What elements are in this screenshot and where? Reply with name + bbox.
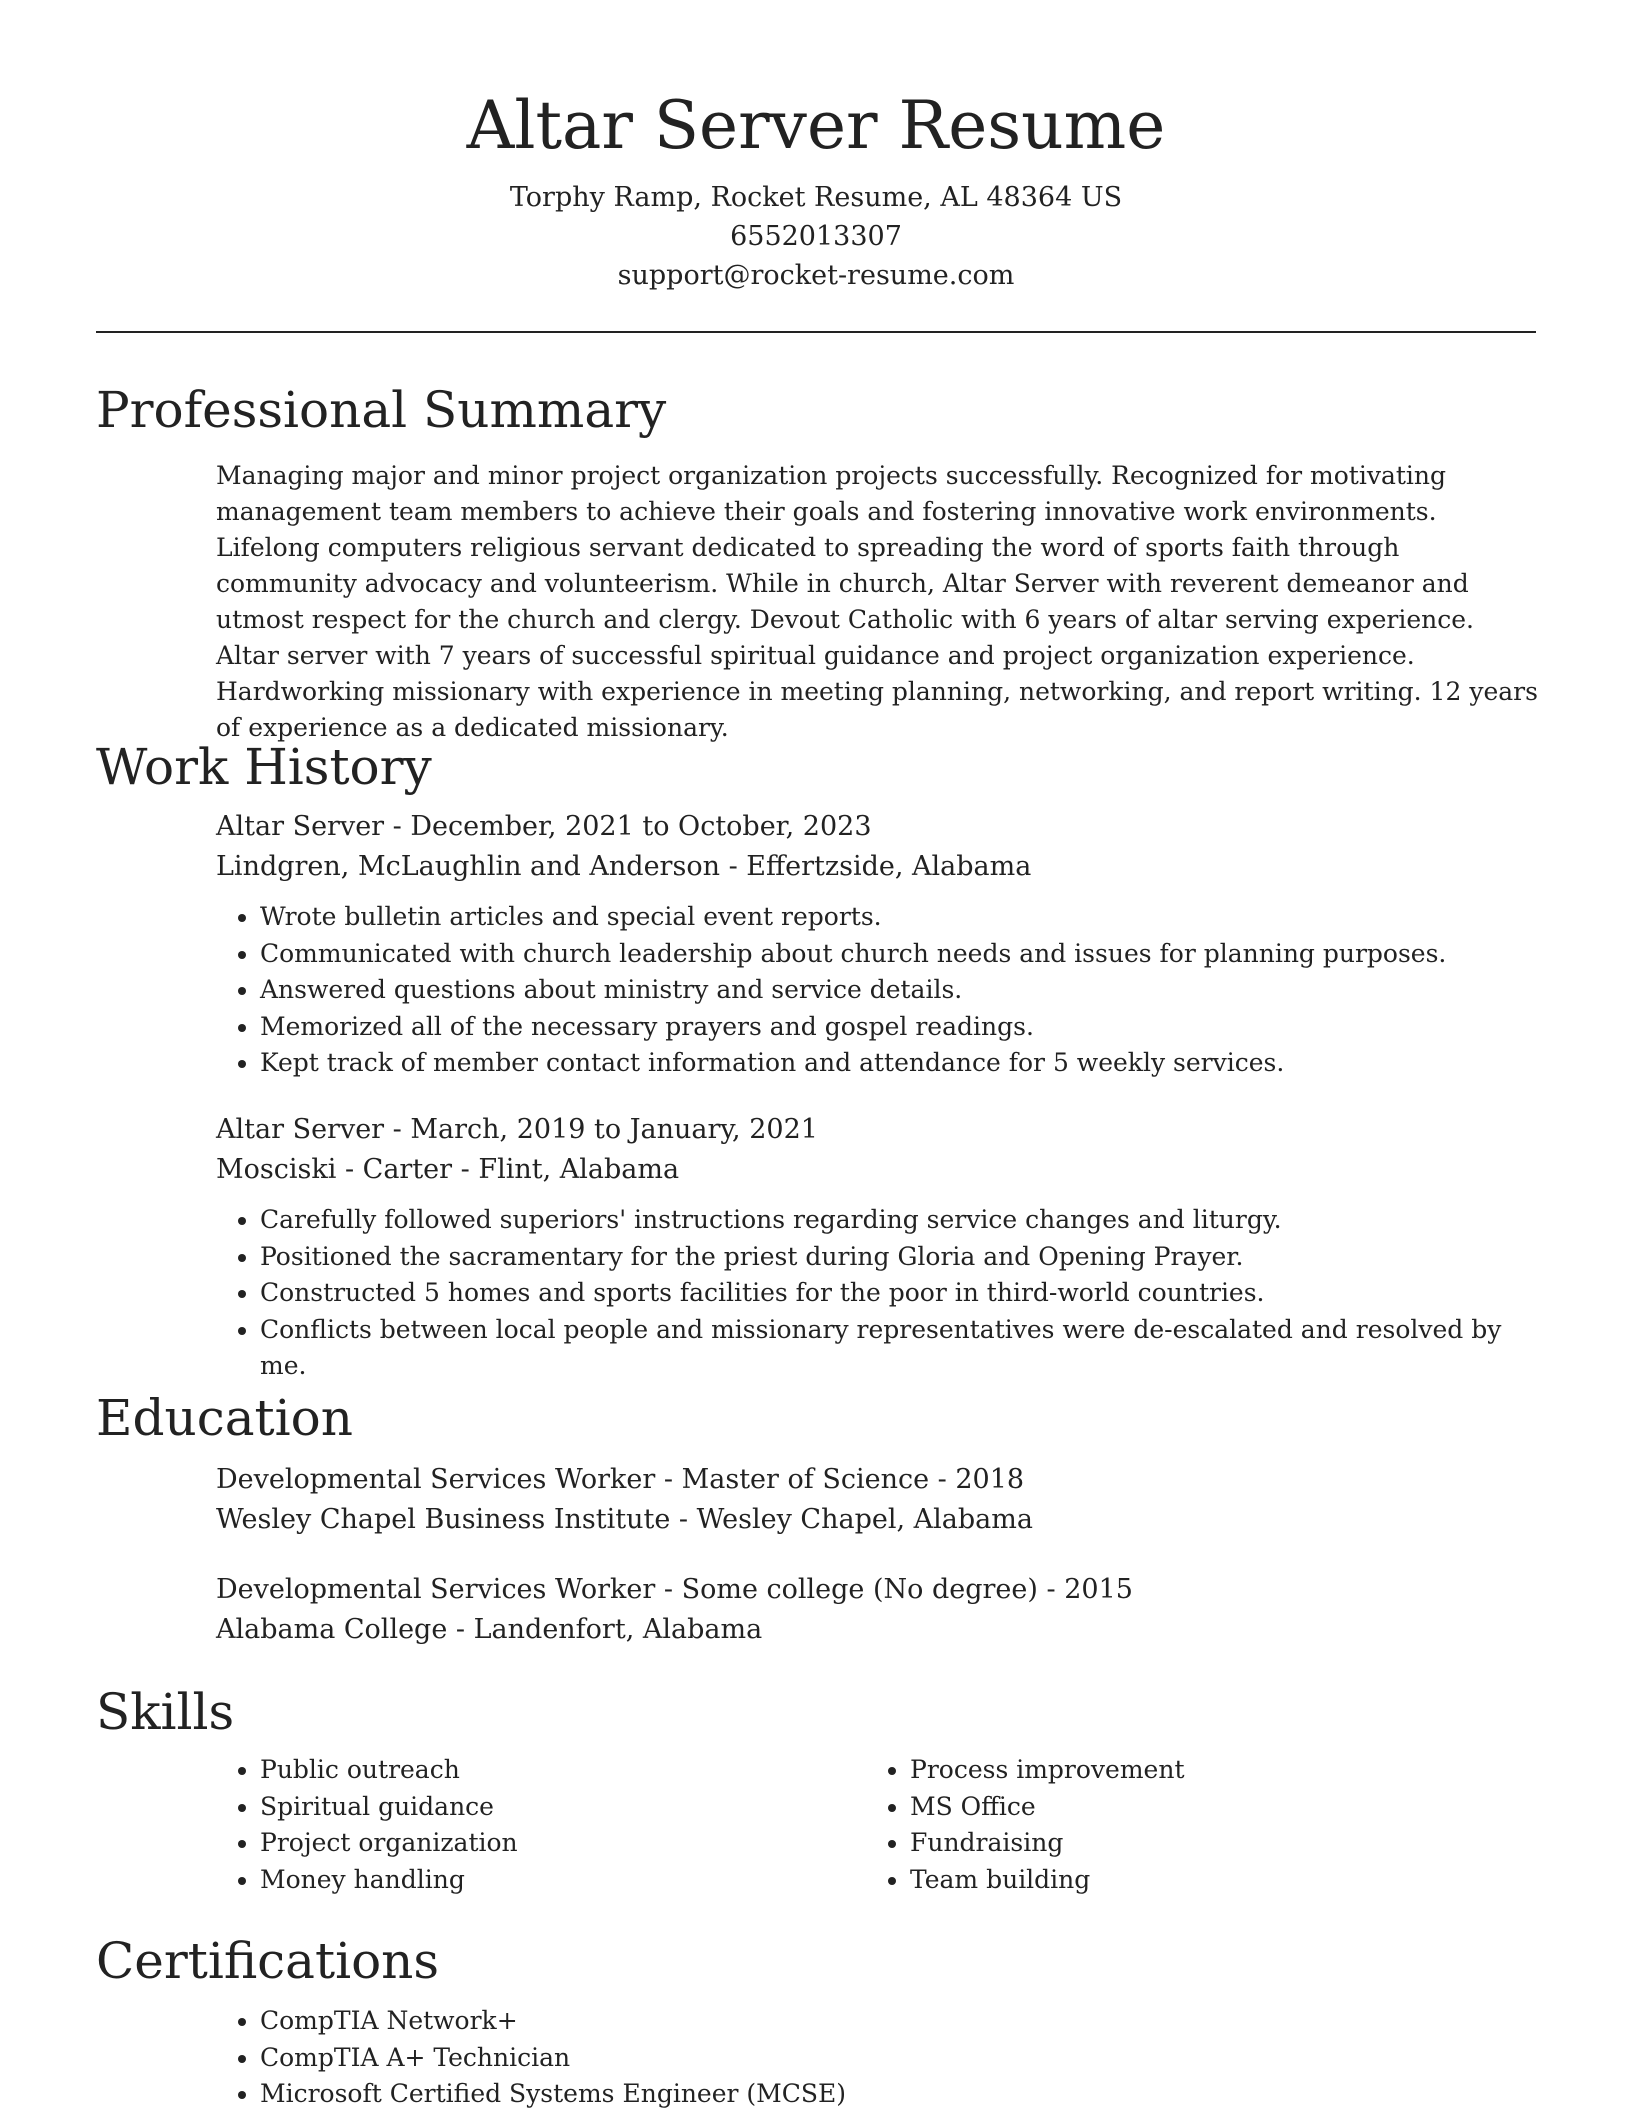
list-item: • CompTIA Network+ [260,2003,1538,2040]
job-entry [216,1110,1538,1385]
resume-page [96,0,1538,2109]
education-year: - 2015 [1037,1574,1133,1605]
education-school: Alabama College [216,1614,448,1645]
job-role: Altar Server [216,811,385,842]
education-degree-line [216,1570,1538,1610]
summary-text: Managing major and minor project organization projects successfully. Recognized for motivating management team members to achieve their goals and fostering innovative work environments. Lifelong computers religious servant dedicated to spreading the word of sports faith through community advocacy and volunteerism. While in church, Altar Server with reverent demeanor and utmost respect for the church and clergy. Devout Catholic with 6 years of altar serving experience. Altar server with 7 years of successful spiritual guidance and project organization experience. Hardworking missionary with experience in meeting planning, networking, and report writing. 12 years of experience as a dedicated missionary. [216,461,1538,742]
contact-phone: 6552013307 [730,221,902,252]
summary-section [96,378,1536,746]
job-company: Lindgren, McLaughlin and Anderson [216,851,720,882]
education-degree: Developmental Services Worker - Some college (No degree) [216,1574,1038,1605]
skills-columns [216,1752,1538,1898]
job-location: - Flint, Alabama [452,1153,680,1185]
job-dates: - December, 2021 to October, 2023 [384,811,872,842]
certifications-list [216,2003,1538,2113]
job-company-line [216,847,1538,887]
education-location: - Landenfort, Alabama [447,1614,763,1645]
work-history-title: Work History [96,738,432,796]
skills-column-right [866,1752,1516,1898]
list-item: • Team building [910,1862,1516,1899]
job-role: Altar Server [216,1113,385,1145]
list-item: • Money handling [260,1862,866,1899]
education-entry [216,1570,1538,1650]
contact-block [96,178,1536,295]
skills-column-left [216,1752,866,1898]
job-dates: - March, 2019 to January, 2021 [384,1113,818,1145]
list-item: • Public outreach [260,1752,866,1789]
list-item: • Process improvement [910,1752,1516,1789]
header-divider [96,331,1536,333]
contact-address: Torphy Ramp, Rocket Resume, AL 48364 US [509,182,1123,213]
list-item: • CompTIA A+ Technician [260,2040,1538,2077]
job-company-line [216,1150,1538,1190]
list-item: • Memorized all of the necessary prayers and gospel readings. [260,1009,1538,1046]
certifications-title: Certifications [96,1932,440,1990]
education-degree: Developmental Services Worker - Master of Science [216,1464,930,1495]
job-bullets [216,1202,1538,1385]
list-item: • Fundraising [910,1825,1516,1862]
list-item: • Answered questions about ministry and service details. [260,972,1538,1009]
list-item: • Kept track of member contact information and attendance for 5 weekly services. [260,1045,1538,1082]
job-bullets [216,899,1538,1082]
skills-section [96,1680,1536,1898]
education-school: Wesley Chapel Business Institute [216,1504,671,1535]
list-item: • Communicated with church leadership about church needs and issues for planning purposes. [260,936,1538,973]
skills-list-right [866,1752,1516,1898]
education-title: Education [96,1389,353,1447]
education-year: - 2018 [929,1464,1025,1495]
list-item: • MS Office [910,1789,1516,1826]
resume-header [96,0,1536,295]
list-item: • Spiritual guidance [260,1789,866,1826]
list-item: • Microsoft Certified Systems Engineer (MCSE) [260,2076,1538,2113]
certifications-section [96,1929,1536,2113]
list-item: • Carefully followed superiors' instructions regarding service changes and liturgy. [260,1202,1538,1239]
list-item: • Constructed 5 homes and sports facilities for the poor in third-world countries. [260,1275,1538,1312]
job-company: Mosciski - Carter [216,1153,453,1185]
job-entry [216,807,1538,1082]
education-location: - Wesley Chapel, Alabama [670,1504,1033,1535]
job-title-line [216,807,1538,847]
skills-list-left [216,1752,866,1898]
education-degree-line [216,1460,1538,1500]
list-item: • Conflicts between local people and missionary representatives were de-escalated and resolved by me. [260,1312,1538,1385]
skills-title: Skills [96,1683,235,1741]
summary-title: Professional Summary [96,381,667,439]
job-location: - Effertzside, Alabama [719,851,1032,882]
education-entry [216,1460,1538,1540]
list-item: • Project organization [260,1825,866,1862]
list-item: • Positioned the sacramentary for the priest during Gloria and Opening Prayer. [260,1239,1538,1276]
resume-title: Altar Server Resume [466,87,1166,164]
education-school-line [216,1500,1538,1540]
education-section [96,1386,1536,1650]
contact-email: support@rocket-resume.com [617,260,1015,291]
education-school-line [216,1610,1538,1650]
job-title-line [216,1110,1538,1150]
work-history-section [96,735,1536,1385]
list-item: • Wrote bulletin articles and special event reports. [260,899,1538,936]
